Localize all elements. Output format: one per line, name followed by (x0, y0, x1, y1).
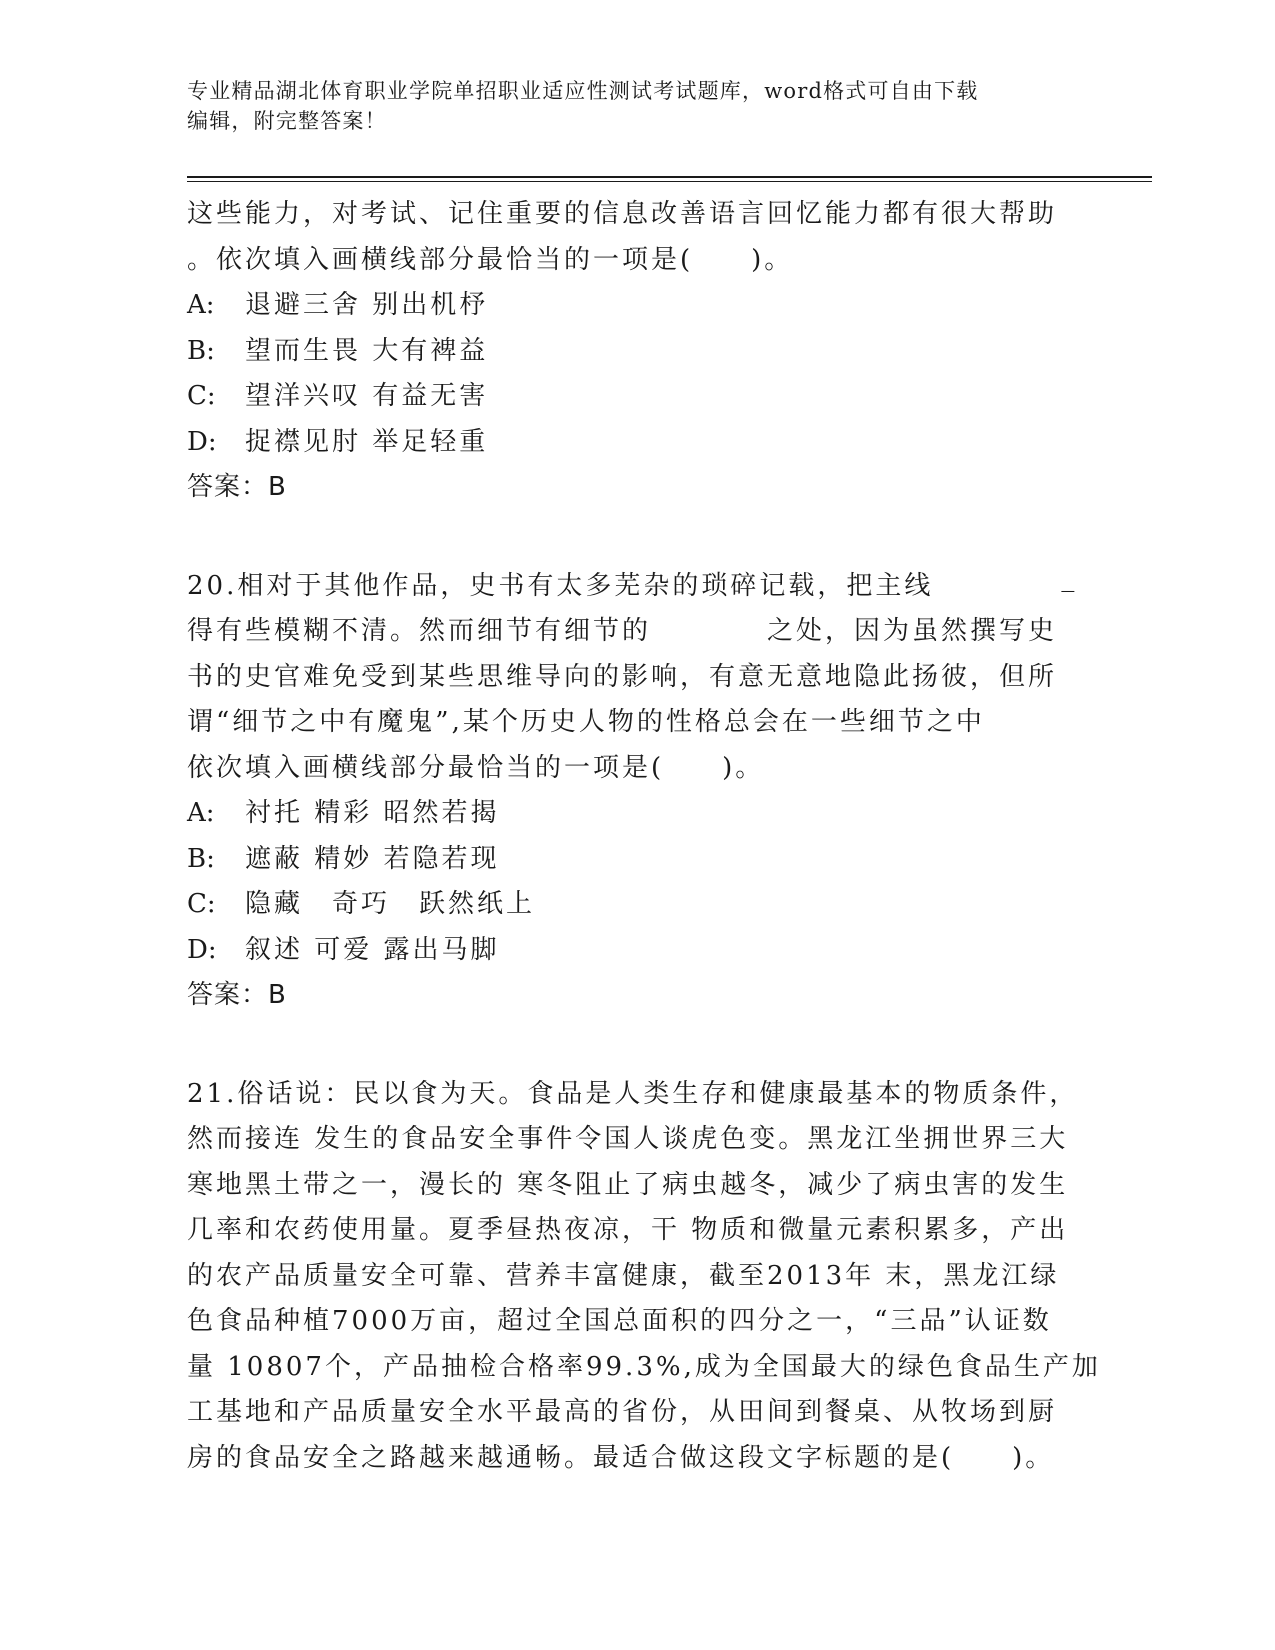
question-text-line: 依次填入画横线部分最恰当的一项是( )。 (187, 752, 765, 783)
question-text-line: 这些能力，对考试、记住重要的信息改善语言回忆能力都有很大帮助 (187, 199, 1058, 229)
question-text-line: 的农产品质量安全可靠、营养丰富健康，截至2013年 末，黑龙江绿 (187, 1260, 1060, 1291)
blank-underscore: _ (1061, 562, 1078, 593)
question-text-line: 谓“细节之中有魔鬼”,某个历史人物的性格总会在一些细节之中 (187, 707, 985, 737)
spacer (187, 1019, 1087, 1072)
question-20 (187, 564, 1087, 1019)
answer-line: 答案：B (187, 980, 287, 1010)
option-a (187, 283, 1087, 329)
question-text: 得有些模糊不清。然而细节有细节的 (187, 616, 652, 646)
header-divider-thin (187, 181, 1152, 182)
option-key: D: (187, 934, 217, 965)
question-19 (187, 192, 1087, 511)
option-d (187, 420, 1087, 466)
question-text-line: 21.俗话说：民以食为天。食品是人类生存和健康最基本的物质条件， (187, 1078, 1079, 1109)
option-b (187, 837, 1087, 883)
option-c (187, 882, 1087, 928)
question-text-line: 色食品种植7000万亩，超过全国总面积的四分之一，“三品”认证数 (187, 1306, 1052, 1336)
option-key: C: (187, 381, 216, 411)
header-line-1: 专业精品湖北体育职业学院单招职业适应性测试考试题库，word格式可自由下载 (187, 79, 979, 103)
question-text-line: 然而接连 发生的食品安全事件令国人谈虎色变。黑龙江坐拥世界三大 (187, 1124, 1069, 1154)
answer-line: 答案：B (187, 472, 287, 502)
option-key: C: (187, 889, 216, 919)
question-text-line (187, 564, 1087, 610)
option-key: B: (187, 843, 215, 874)
option-key: A: (187, 798, 215, 828)
option-text: 捉襟见肘 举足轻重 (245, 426, 489, 457)
question-text: 之处，因为虽然撰写史 (767, 616, 1058, 646)
page-header (187, 76, 1067, 136)
spacer (187, 511, 1087, 564)
option-text: 退避三舍 别出机杼 (245, 290, 489, 320)
option-key: A: (187, 290, 215, 320)
question-text-line: 寒地黑土带之一，漫长的 寒冬阻止了病虫越冬，减少了病虫害的发生 (187, 1169, 1069, 1200)
option-text: 隐藏 奇巧 跃然纸上 (245, 889, 536, 919)
option-key: B: (187, 335, 215, 366)
option-text: 衬托 精彩 昭然若揭 (245, 798, 500, 828)
option-c (187, 374, 1087, 420)
option-key: D: (187, 426, 217, 457)
option-b (187, 329, 1087, 375)
option-text: 遮蔽 精妙 若隐若现 (245, 843, 500, 874)
option-d (187, 928, 1087, 974)
option-text: 望而生畏 大有裨益 (245, 335, 489, 366)
question-text-line: 工基地和产品质量安全水平最高的省份，从田间到餐桌、从牧场到厨 (187, 1397, 1058, 1427)
question-text: 20.相对于其他作品，史书有太多芜杂的琐碎记载，把主线 (187, 570, 934, 601)
question-text-line (187, 609, 1087, 655)
question-text-line: 房的食品安全之路越来越通畅。最适合做这段文字标题的是( )。 (187, 1442, 1055, 1473)
header-divider-thick (187, 176, 1152, 178)
question-21 (187, 1072, 1101, 1482)
option-text: 叙述 可爱 露出马脚 (245, 934, 500, 965)
header-line-2: 编辑，附完整答案！ (187, 109, 387, 133)
question-text-line: 。依次填入画横线部分最恰当的一项是( )。 (187, 244, 794, 275)
question-text-line: 几率和农药使用量。夏季昼热夜凉，干 物质和微量元素积累多，产出 (187, 1215, 1069, 1245)
option-text: 望洋兴叹 有益无害 (245, 381, 489, 411)
option-a (187, 791, 1087, 837)
document-body (187, 192, 1101, 1481)
question-text-line: 书的史官难免受到某些思维导向的影响，有意无意地隐此扬彼，但所 (187, 661, 1058, 692)
question-text-line: 量 10807个，产品抽检合格率99.3%,成为全国最大的绿色食品生产加 (187, 1351, 1101, 1382)
